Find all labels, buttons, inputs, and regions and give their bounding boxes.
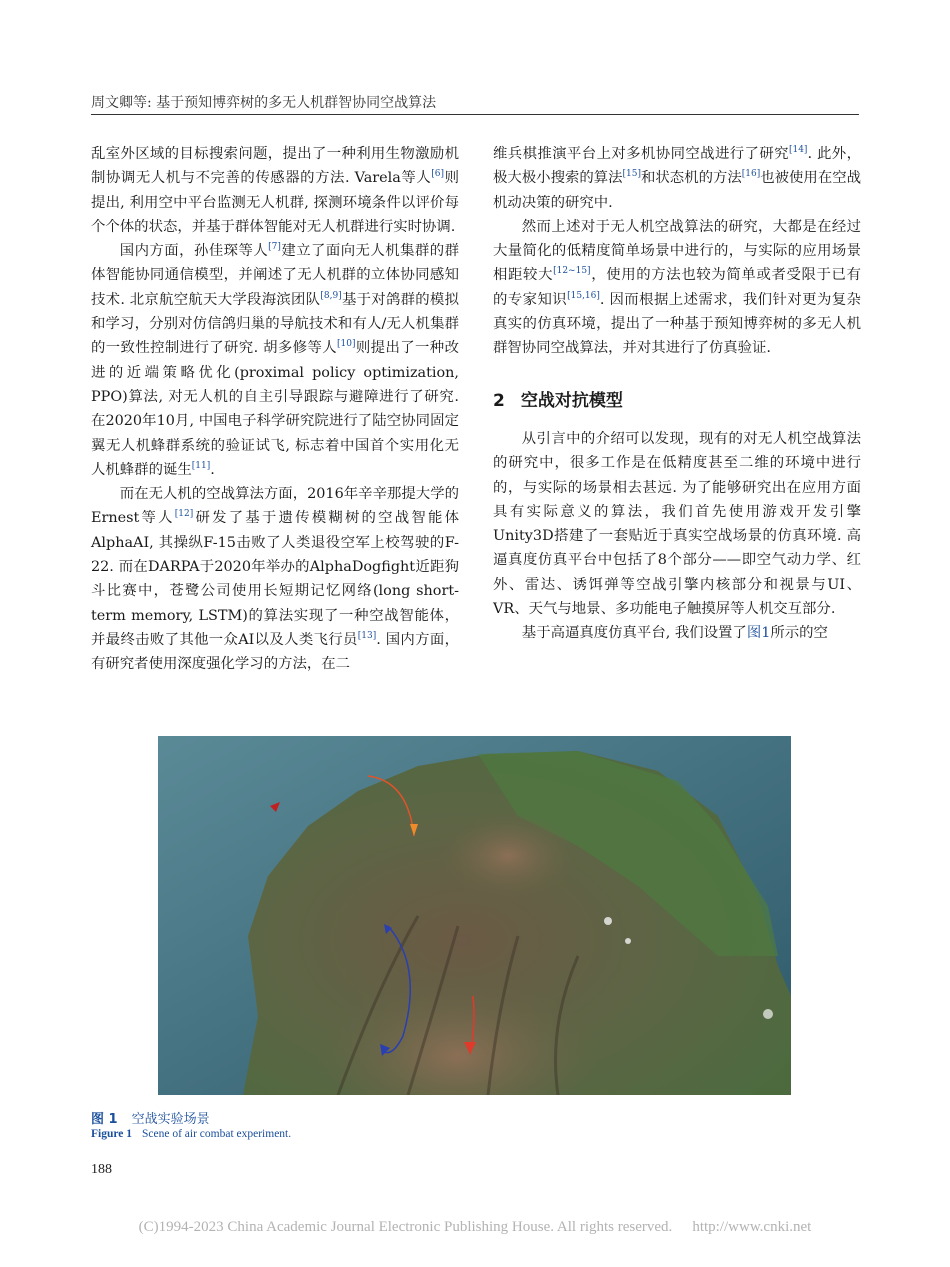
- figure-label-cn: 图 1: [91, 1112, 118, 1127]
- figure-reference-link[interactable]: 图1: [746, 625, 771, 642]
- citation[interactable]: [13]: [357, 631, 377, 642]
- paragraph: [91, 482, 459, 676]
- section-number: 2: [493, 390, 505, 411]
- right-column: [493, 142, 861, 646]
- text: . 国内方面，有研究者使用深度强化学习的方法，在二: [91, 631, 459, 673]
- footer: [0, 1219, 950, 1236]
- paragraph: [493, 621, 861, 645]
- text: 基于高逼真度仿真平台, 我们设置了: [521, 625, 747, 642]
- text: 而在无人机的空战算法方面，2016年辛辛那提大学的Ernest等人: [91, 486, 459, 527]
- text: . 此外，极大极小搜索的算法: [493, 146, 861, 187]
- section-title: 空战对抗模型: [520, 390, 623, 411]
- paragraph: [493, 427, 861, 621]
- figure-caption-text-en: Scene of air combat experiment.: [142, 1128, 292, 1140]
- figure-caption-text-cn: 空战实验场景: [131, 1112, 210, 1127]
- section-heading: [493, 389, 861, 413]
- citation[interactable]: [12]: [174, 509, 194, 520]
- text: . 因而根据上述需求，我们针对更为复杂真实的仿真环境，提出了一种基于预知博弈树的多无人机群智协同空战算法，并对其进行了仿真验证.: [493, 291, 861, 357]
- terrain-image: [158, 736, 791, 1095]
- page-number: 188: [91, 1162, 112, 1177]
- running-header: [91, 92, 859, 115]
- running-title: 周文卿等: 基于预知博弈树的多无人机群智协同空战算法: [91, 95, 437, 111]
- citation[interactable]: [15]: [622, 169, 642, 180]
- citation[interactable]: [12~15]: [553, 266, 591, 277]
- citation[interactable]: [15,16]: [567, 290, 600, 301]
- figure-caption-en: [91, 1128, 291, 1140]
- text: 建立了面向无人机集群的群体智能协同通信模型，并阐述了无人机群的立体协同感知技术. 北京航空航天大学段海滨团队: [91, 243, 459, 308]
- crater-north: [438, 811, 578, 901]
- figure-caption-cn: [91, 1108, 210, 1127]
- citation[interactable]: [11]: [191, 461, 211, 472]
- text: 研发了基于遗传模糊树的空战智能体AlphaAI, 其操纵F-15击败了人类退役空军上校驾驶的F-22. 而在DARPA于2020年举办的AlphaDogfight近距狗斗比赛中，苍鹭公司使用长短期记忆网络(long short-term memory, LSTM)的算法实现了一种空战智能体，并最终击败了其他一众AI以及人类飞行员: [91, 510, 459, 648]
- text: ，使用的方法也较为简单或者受限于已有的专家知识: [493, 267, 861, 308]
- text: 从引言中的介绍可以发现，现有的对无人机空战算法的研究中，很多工作是在低精度甚至二维的环境中进行的，与实际的场景相去甚远. 为了能够研究出在应用方面具有实际意义的算法，我们首先使用游戏开发引擎Unity3D搭建了一套贴近于真实空战场景的仿真环境. 高逼真度仿真平台中包括了8个部分——即空气动力学、红外、雷达、诱饵弹等空战引擎内核部分和视景与UI、VR、天气与地景、多功能电子触摸屏等人机交互部分.: [493, 430, 861, 618]
- figure-air-combat-scene: [158, 736, 791, 1095]
- citation[interactable]: [16]: [741, 169, 761, 180]
- paragraph: [91, 239, 459, 482]
- text: 乱室外区域的目标搜索问题，提出了一种利用生物激励机制协调无人机与不完善的传感器的方法. Varela等人: [91, 146, 459, 187]
- cloud: [604, 917, 612, 925]
- cloud: [625, 938, 631, 944]
- paragraph: [91, 142, 459, 239]
- text: 则提出, 利用空中平台监测无人机群, 探测环境条件以评价每个个体的状态，并基于群体智能对无人机群进行实时协调.: [91, 170, 459, 235]
- text: 然而上述对于无人机空战算法的研究，大都是在经过大量简化的低精度简单场景中进行的，与实际的应用场景相距较大: [493, 218, 861, 284]
- citation[interactable]: [7]: [268, 242, 281, 253]
- citation[interactable]: [6]: [431, 169, 445, 180]
- text: 国内方面，孙佳琛等人: [119, 243, 269, 260]
- copyright: (C)1994-2023 China Academic Journal Electronic Publishing House. All rights reserved.: [138, 1219, 673, 1235]
- text: 基于对鸽群的模拟和学习，分别对仿信鸽归巢的导航技术和有人/无人机集群的一致性控制进行了研究. 胡多修等人: [91, 291, 459, 357]
- text: 也被使用在空战机动决策的研究中.: [493, 170, 861, 211]
- paragraph: [493, 142, 861, 215]
- text: 维兵棋推演平台上对多机协同空战进行了研究: [493, 146, 789, 162]
- figure-label-en: Figure 1: [91, 1128, 132, 1140]
- footer-url[interactable]: http://www.cnki.net: [692, 1219, 812, 1235]
- text: .: [210, 461, 215, 478]
- citation[interactable]: [14]: [788, 145, 808, 156]
- text: 所示的空: [770, 625, 828, 642]
- cloud: [763, 1009, 773, 1019]
- text: 则提出了一种改进的近端策略优化(proximal policy optimization, PPO)算法, 对无人机的自主引导跟踪与避障进行了研究. 在2020年10月, 中国电子科学研究院进行了陆空协同固定翼无人机蜂群系统的验证试飞, 标志着中国首个实用化无人机蜂群的诞生: [91, 340, 459, 478]
- citation[interactable]: [10]: [337, 339, 356, 350]
- citation[interactable]: [8,9]: [320, 290, 342, 301]
- text: 和状态机的方法: [641, 170, 742, 187]
- left-column: [91, 142, 459, 677]
- paragraph: [493, 215, 861, 361]
